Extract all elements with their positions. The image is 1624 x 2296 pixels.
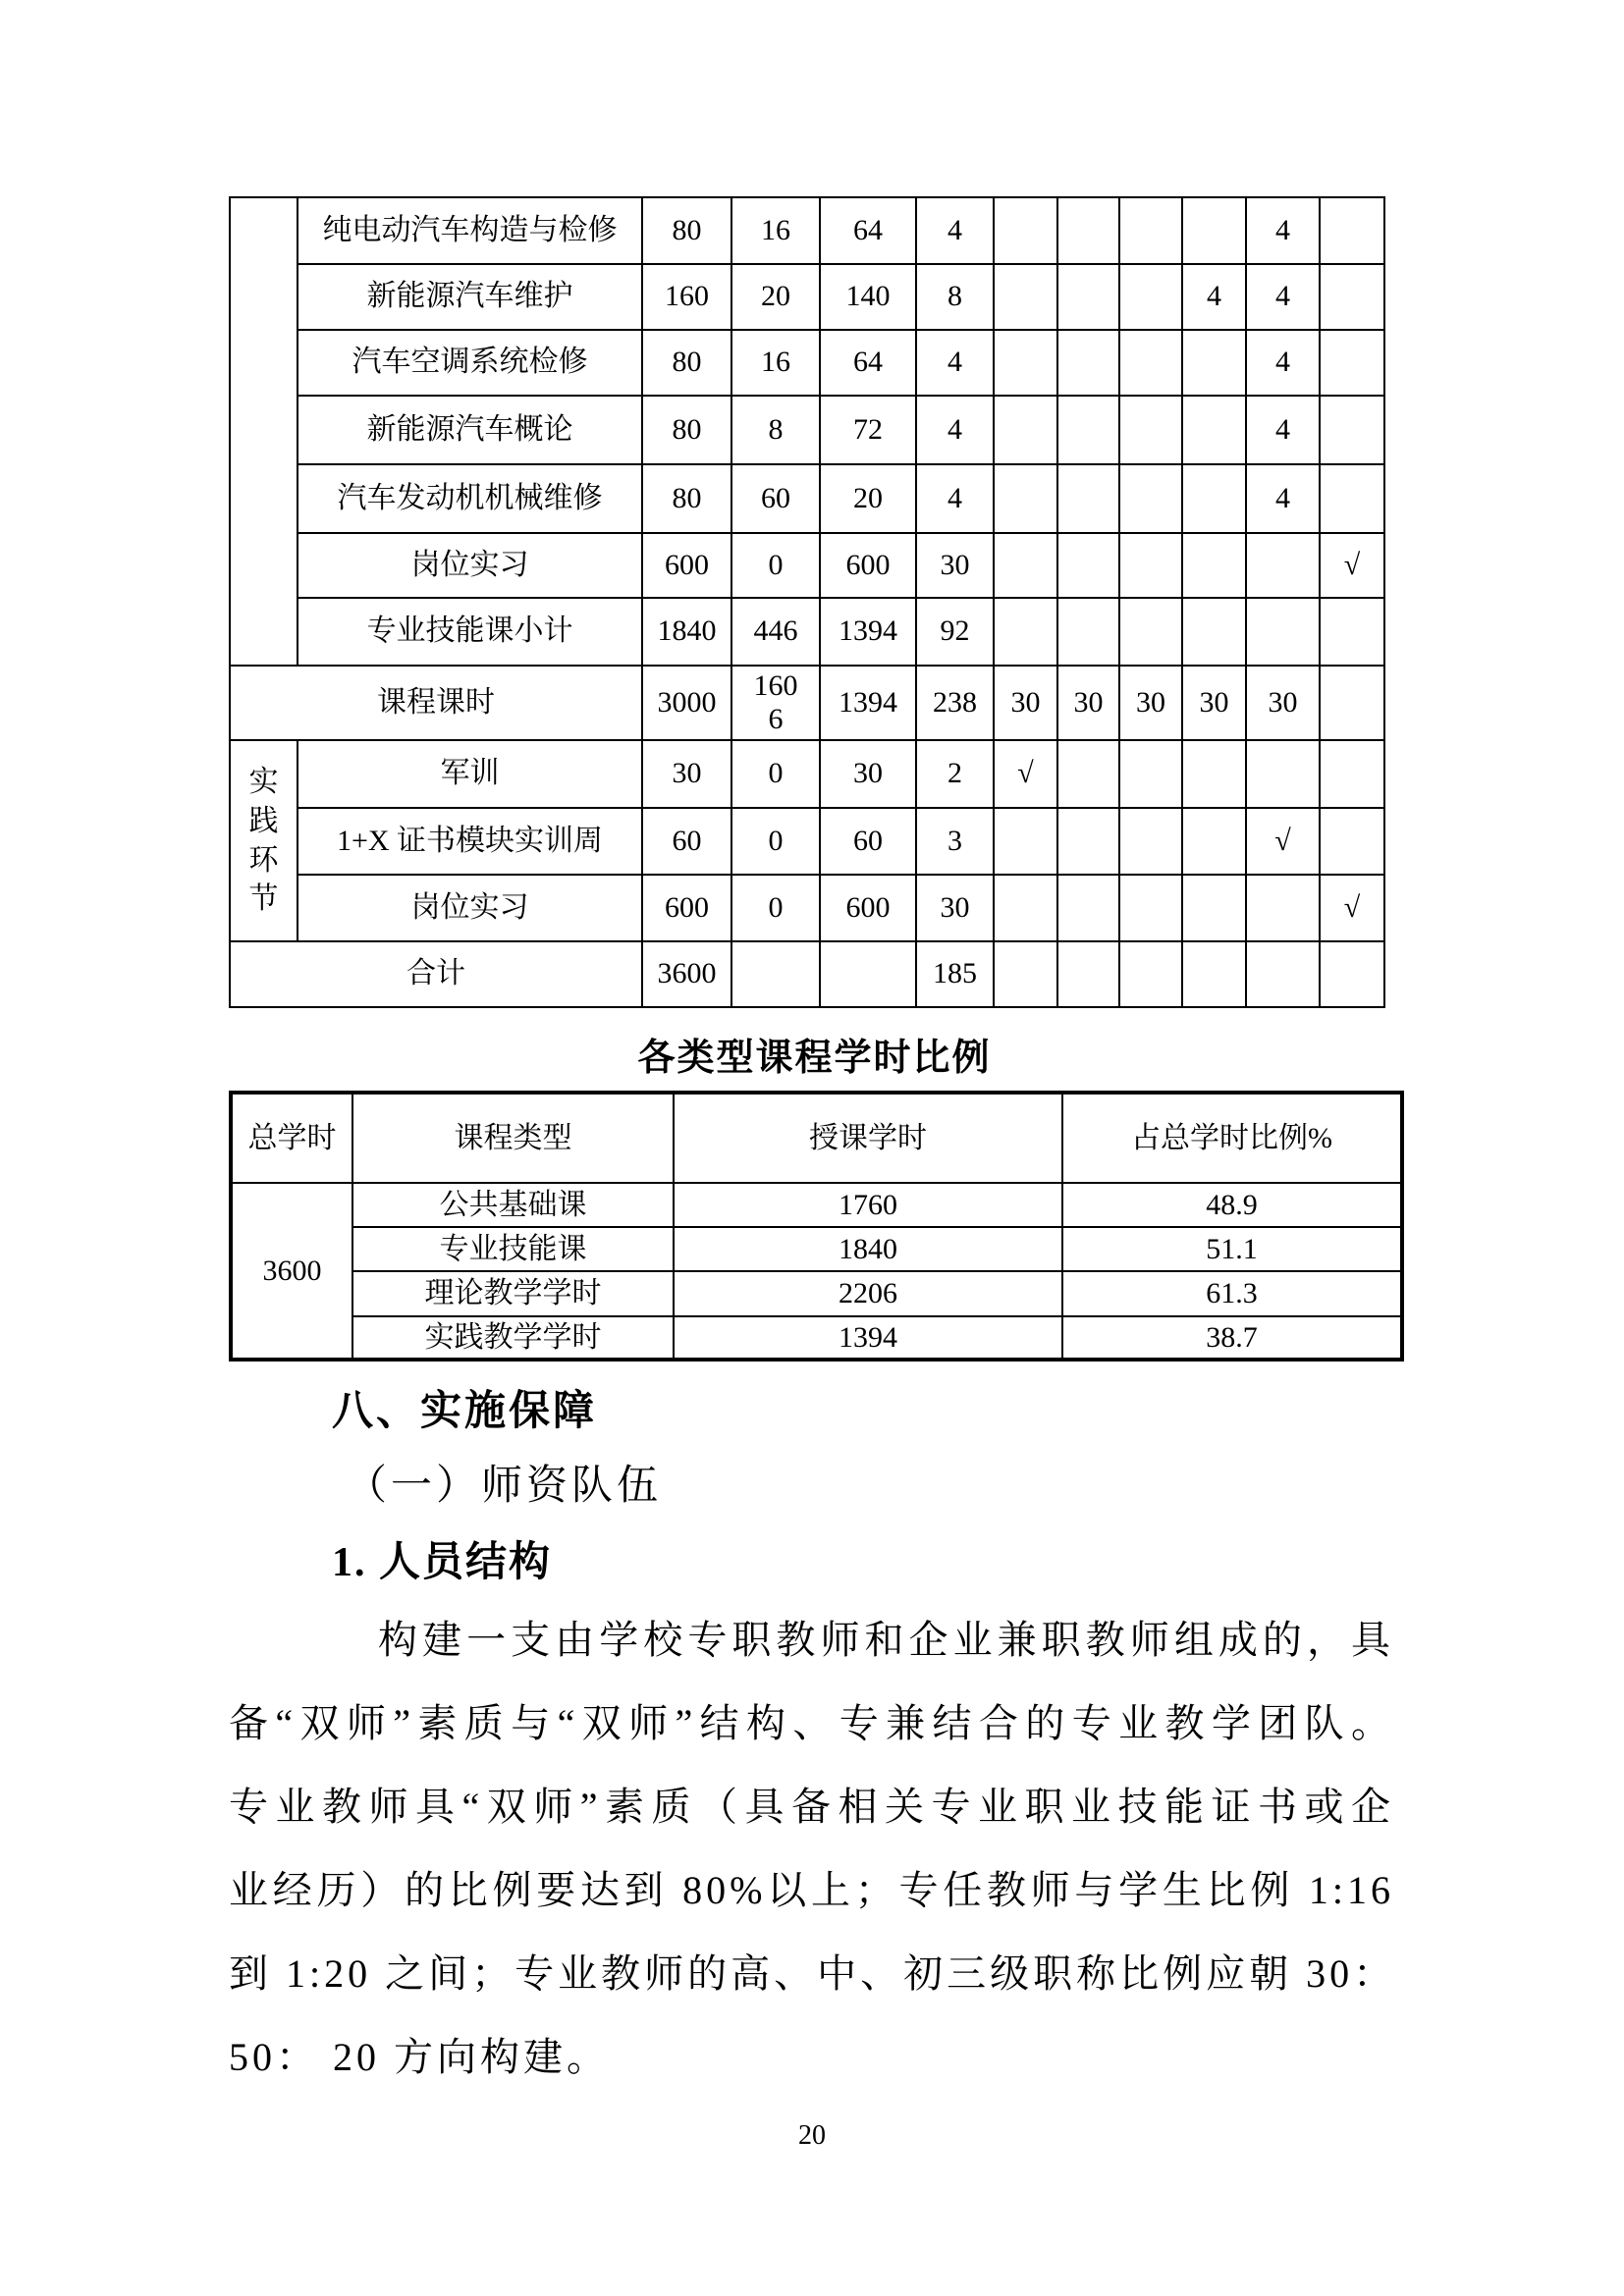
value-cell xyxy=(994,875,1057,941)
value-cell: 160 xyxy=(642,264,731,330)
table-row xyxy=(230,598,1384,666)
value-cell: 4 xyxy=(1246,464,1320,533)
value-cell: 4 xyxy=(1246,197,1320,264)
value-cell xyxy=(731,666,820,740)
value-cell xyxy=(1320,740,1384,808)
value-cell: 600 xyxy=(820,875,916,941)
value-cell xyxy=(1119,197,1182,264)
value-cell: 4 xyxy=(916,464,994,533)
value-cell xyxy=(1320,941,1384,1007)
value-cell xyxy=(1182,941,1246,1007)
table-row xyxy=(230,941,1384,1007)
value-cell: 600 xyxy=(642,875,731,941)
value-cell xyxy=(1320,396,1384,464)
value-cell xyxy=(1320,464,1384,533)
value-cell xyxy=(1057,875,1119,941)
course-name-cell: 合计 xyxy=(230,941,642,1007)
value-cell xyxy=(1119,808,1182,875)
course-name-cell: 新能源汽车概论 xyxy=(298,396,642,464)
value-cell xyxy=(1320,808,1384,875)
value-cell xyxy=(994,396,1057,464)
paragraph-line: 50： 20 方向构建。 xyxy=(229,2035,610,2079)
value-cell xyxy=(994,264,1057,330)
course-name-cell: 专业技能课小计 xyxy=(298,598,642,666)
value-cell xyxy=(1057,330,1119,396)
value-cell xyxy=(1182,197,1246,264)
value-cell: 2 xyxy=(916,740,994,808)
category-cell xyxy=(230,197,298,666)
value-cell: 30 xyxy=(1119,666,1182,740)
wrapped-number: 1606 xyxy=(753,668,798,735)
value-cell xyxy=(1182,533,1246,598)
percent-cell: 51.1 xyxy=(1062,1227,1402,1271)
value-cell: 4 xyxy=(1246,330,1320,396)
value-cell: 1840 xyxy=(642,598,731,666)
value-cell xyxy=(1057,808,1119,875)
paragraph-line: 构建一支由学校专职教师和企业兼职教师组成的，具 xyxy=(378,1618,1394,1662)
course-schedule-table xyxy=(229,196,1385,1008)
value-cell: 30 xyxy=(1246,666,1320,740)
course-name-cell: 课程课时 xyxy=(230,666,642,740)
type-cell: 理论教学学时 xyxy=(352,1271,674,1316)
value-cell: 60 xyxy=(731,464,820,533)
header-cell: 总学时 xyxy=(231,1093,352,1183)
table-row xyxy=(230,396,1384,464)
value-cell xyxy=(994,808,1057,875)
value-cell: 600 xyxy=(820,533,916,598)
hours-cell: 1840 xyxy=(674,1227,1062,1271)
paragraph-line: 专业教师具“双师”素质（具备相关专业职业技能证书或企 xyxy=(229,1785,1394,1829)
section-heading-3: 1. 人员结构 xyxy=(332,1540,553,1585)
value-cell xyxy=(1320,666,1384,740)
percent-cell: 48.9 xyxy=(1062,1183,1402,1227)
table-row xyxy=(230,264,1384,330)
value-cell: 20 xyxy=(820,464,916,533)
value-cell: 1394 xyxy=(820,666,916,740)
value-cell: 30 xyxy=(916,533,994,598)
checkmark-cell: √ xyxy=(994,740,1057,808)
hours-cell: 1760 xyxy=(674,1183,1062,1227)
value-cell: 80 xyxy=(642,396,731,464)
value-cell xyxy=(1182,740,1246,808)
table-row xyxy=(230,875,1384,941)
value-cell xyxy=(1320,598,1384,666)
course-name-cell: 1+X 证书模块实训周 xyxy=(298,808,642,875)
course-name-cell: 军训 xyxy=(298,740,642,808)
paragraph-line: 备“双师”素质与“双师”结构、专兼结合的专业教学团队。 xyxy=(229,1701,1394,1745)
paragraph-line: 到 1:20 之间；专业教师的高、中、初三级职称比例应朝 30： xyxy=(229,1951,1397,1996)
value-cell xyxy=(1246,740,1320,808)
value-cell: 92 xyxy=(916,598,994,666)
value-cell xyxy=(1119,598,1182,666)
value-cell: 3600 xyxy=(642,941,731,1007)
table-row xyxy=(231,1316,1402,1360)
value-cell xyxy=(1246,533,1320,598)
value-cell xyxy=(994,598,1057,666)
value-cell xyxy=(1119,875,1182,941)
value-cell xyxy=(1246,875,1320,941)
table-row xyxy=(230,464,1384,533)
table-row xyxy=(230,197,1384,264)
hours-cell: 1394 xyxy=(674,1316,1062,1360)
value-cell: 60 xyxy=(820,808,916,875)
course-name-cell: 岗位实习 xyxy=(298,875,642,941)
value-cell xyxy=(1119,740,1182,808)
course-name-cell: 新能源汽车维护 xyxy=(298,264,642,330)
checkmark-cell: √ xyxy=(1320,875,1384,941)
value-cell: 30 xyxy=(1057,666,1119,740)
value-cell: 20 xyxy=(731,264,820,330)
type-cell: 实践教学学时 xyxy=(352,1316,674,1360)
value-cell: 60 xyxy=(642,808,731,875)
hours-cell: 2206 xyxy=(674,1271,1062,1316)
value-cell xyxy=(1182,464,1246,533)
value-cell: 0 xyxy=(731,875,820,941)
value-cell: 16 xyxy=(731,330,820,396)
value-cell: 80 xyxy=(642,330,731,396)
value-cell xyxy=(1057,533,1119,598)
course-name-cell: 汽车空调系统检修 xyxy=(298,330,642,396)
value-cell: 64 xyxy=(820,197,916,264)
value-cell xyxy=(1320,264,1384,330)
value-cell: 0 xyxy=(731,808,820,875)
value-cell xyxy=(994,533,1057,598)
table-row xyxy=(231,1093,1402,1183)
value-cell: 4 xyxy=(1246,264,1320,330)
value-cell xyxy=(1119,533,1182,598)
value-cell xyxy=(1119,330,1182,396)
paragraph-line: 业经历）的比例要达到 80%以上；专任教师与学生比例 1:16 xyxy=(229,1868,1394,1912)
value-cell: 238 xyxy=(916,666,994,740)
value-cell: 30 xyxy=(642,740,731,808)
percent-cell: 38.7 xyxy=(1062,1316,1402,1360)
value-cell: 30 xyxy=(994,666,1057,740)
checkmark-cell: √ xyxy=(1246,808,1320,875)
value-cell xyxy=(1057,396,1119,464)
value-cell: 140 xyxy=(820,264,916,330)
practice-label: 实践环节 xyxy=(248,766,279,916)
category-cell xyxy=(230,740,298,941)
value-cell xyxy=(1246,598,1320,666)
value-cell: 1394 xyxy=(820,598,916,666)
value-cell: 4 xyxy=(916,396,994,464)
type-cell: 专业技能课 xyxy=(352,1227,674,1271)
value-cell xyxy=(994,941,1057,1007)
value-cell xyxy=(1057,464,1119,533)
value-cell: 80 xyxy=(642,464,731,533)
value-cell: 4 xyxy=(916,197,994,264)
value-cell: 64 xyxy=(820,330,916,396)
course-name-cell: 汽车发动机机械维修 xyxy=(298,464,642,533)
value-cell: 30 xyxy=(916,875,994,941)
value-cell xyxy=(731,941,820,1007)
section-heading-1: 八、实施保障 xyxy=(332,1389,598,1434)
value-cell xyxy=(1119,264,1182,330)
value-cell xyxy=(994,464,1057,533)
checkmark-cell: √ xyxy=(1320,533,1384,598)
section-heading-2: （一）师资队伍 xyxy=(346,1464,663,1509)
value-cell: 30 xyxy=(1182,666,1246,740)
value-cell: 0 xyxy=(731,740,820,808)
value-cell xyxy=(1182,598,1246,666)
value-cell: 4 xyxy=(1182,264,1246,330)
table-row xyxy=(230,808,1384,875)
value-cell xyxy=(1057,598,1119,666)
value-cell: 0 xyxy=(731,533,820,598)
total-hours-cell: 3600 xyxy=(231,1183,352,1360)
value-cell xyxy=(1246,941,1320,1007)
table-row xyxy=(230,666,1384,740)
value-cell xyxy=(1119,396,1182,464)
ratio-table-title: 各类型课程学时比例 xyxy=(637,1038,992,1079)
value-cell xyxy=(1057,264,1119,330)
header-cell: 课程类型 xyxy=(352,1093,674,1183)
page-number: 20 xyxy=(798,2120,826,2151)
value-cell xyxy=(1182,875,1246,941)
value-cell: 30 xyxy=(820,740,916,808)
course-name-cell: 纯电动汽车构造与检修 xyxy=(298,197,642,264)
value-cell: 72 xyxy=(820,396,916,464)
value-cell xyxy=(994,330,1057,396)
value-cell: 80 xyxy=(642,197,731,264)
value-cell: 4 xyxy=(916,330,994,396)
table-row xyxy=(230,330,1384,396)
value-cell xyxy=(1320,197,1384,264)
table-row xyxy=(231,1183,1402,1227)
value-cell xyxy=(820,941,916,1007)
table-row xyxy=(231,1227,1402,1271)
type-cell: 公共基础课 xyxy=(352,1183,674,1227)
percent-cell: 61.3 xyxy=(1062,1271,1402,1316)
value-cell: 3000 xyxy=(642,666,731,740)
value-cell xyxy=(1119,941,1182,1007)
value-cell xyxy=(1182,396,1246,464)
value-cell: 8 xyxy=(731,396,820,464)
table-row xyxy=(230,533,1384,598)
value-cell xyxy=(1057,197,1119,264)
value-cell: 185 xyxy=(916,941,994,1007)
value-cell xyxy=(1320,330,1384,396)
table-row xyxy=(230,740,1384,808)
value-cell: 446 xyxy=(731,598,820,666)
value-cell xyxy=(1057,740,1119,808)
value-cell: 16 xyxy=(731,197,820,264)
value-cell: 600 xyxy=(642,533,731,598)
ratio-table xyxy=(229,1091,1404,1362)
value-cell xyxy=(1057,941,1119,1007)
value-cell: 4 xyxy=(1246,396,1320,464)
value-cell xyxy=(1182,808,1246,875)
header-cell: 授课学时 xyxy=(674,1093,1062,1183)
value-cell xyxy=(1182,330,1246,396)
value-cell: 8 xyxy=(916,264,994,330)
paragraph xyxy=(229,1598,1397,2099)
table-row xyxy=(231,1271,1402,1316)
header-cell: 占总学时比例% xyxy=(1062,1093,1402,1183)
value-cell xyxy=(994,197,1057,264)
value-cell xyxy=(1119,464,1182,533)
course-name-cell: 岗位实习 xyxy=(298,533,642,598)
value-cell: 3 xyxy=(916,808,994,875)
